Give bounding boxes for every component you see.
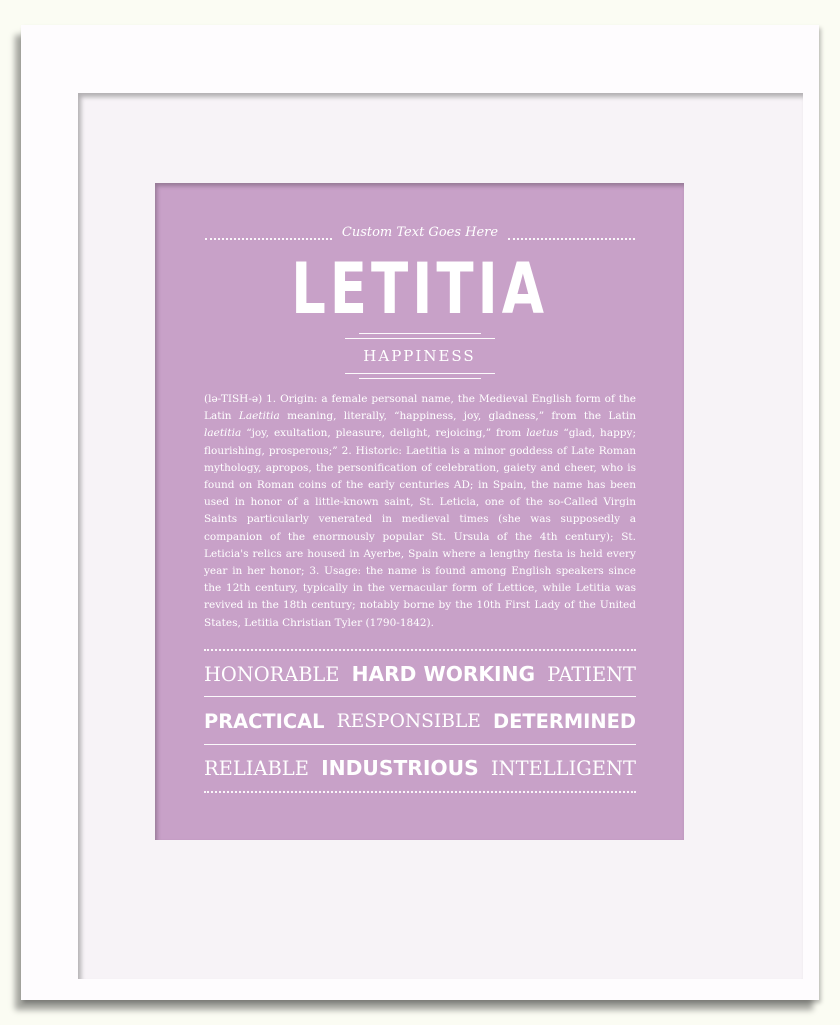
name-title: LETITIA xyxy=(291,248,548,330)
trait-word: HARD WORKING xyxy=(351,662,536,686)
definition-text-3: “joy, exultation, pleasure, delight, rejoicing,” from xyxy=(241,427,527,440)
name-print xyxy=(155,183,684,840)
definition-text-1: 1. Origin: a female personal name, the Medieval English form of the Latin xyxy=(204,393,636,423)
name-meaning: HAPPINESS xyxy=(363,347,476,365)
trait-word: HONORABLE xyxy=(204,662,340,686)
trait-divider-1 xyxy=(204,696,636,697)
trait-word: INTELLIGENT xyxy=(490,756,636,780)
definition-italic-2: laetitia xyxy=(204,427,242,440)
rule-above-meaning-2 xyxy=(345,338,495,339)
trait-word: RESPONSIBLE xyxy=(336,710,481,732)
trait-row-3 xyxy=(204,750,636,786)
custom-text: Custom Text Goes Here xyxy=(341,225,499,240)
definition-text-2: meaning, literally, “happiness, joy, gladness,” from the Latin xyxy=(279,410,636,423)
name-definition xyxy=(204,391,636,632)
dotted-divider-left xyxy=(205,238,332,240)
definition-text-4: “glad, happy; flourishing, prosperous;” 2. Historic: Laetitia is a minor goddess of Late Roman mythology, apropos, the personification of celebration, gaiety and cheer, who is found on Roman coins of the early centuries AD; in Spain, the name has been used in honor of a little-known saint, St. Leticia, one of the so-Called Virgin Saints particularly venerated in medieval times (she was supposedly a companion of the enormously popular St. Ursula of the 4th century); St. Leticia's relics are housed in Ayerbe, Spain where a lengthy fiesta is held every year in her honor; 3. Usage: the name is found among English speakers since the 12th century, typically in the vernacular form of Lettice, while Letitia was revived in the 18th century; notably borne by the 10th First Lady of the United States, Letitia Christian Tyler (1790-1842). xyxy=(204,427,636,629)
trait-word: INDUSTRIOUS xyxy=(321,756,479,780)
dotted-divider-traits-bottom xyxy=(204,791,636,793)
rule-below-meaning-2 xyxy=(359,378,481,379)
trait-word: DETERMINED xyxy=(493,709,636,733)
trait-word: PRACTICAL xyxy=(204,709,325,733)
trait-divider-2 xyxy=(204,744,636,745)
trait-row-2 xyxy=(204,703,636,739)
dotted-divider-traits-top xyxy=(204,649,636,651)
trait-word: RELIABLE xyxy=(204,756,309,780)
rule-below-meaning-1 xyxy=(345,373,495,374)
definition-italic-1: Laetitia xyxy=(238,410,280,423)
trait-word: PATIENT xyxy=(547,662,636,686)
definition-italic-3: laetus xyxy=(526,427,559,440)
rule-above-meaning-1 xyxy=(359,333,481,334)
pronunciation: (lə-TISH-ə) xyxy=(204,393,263,405)
trait-row-1 xyxy=(204,656,636,692)
dotted-divider-right xyxy=(508,238,635,240)
